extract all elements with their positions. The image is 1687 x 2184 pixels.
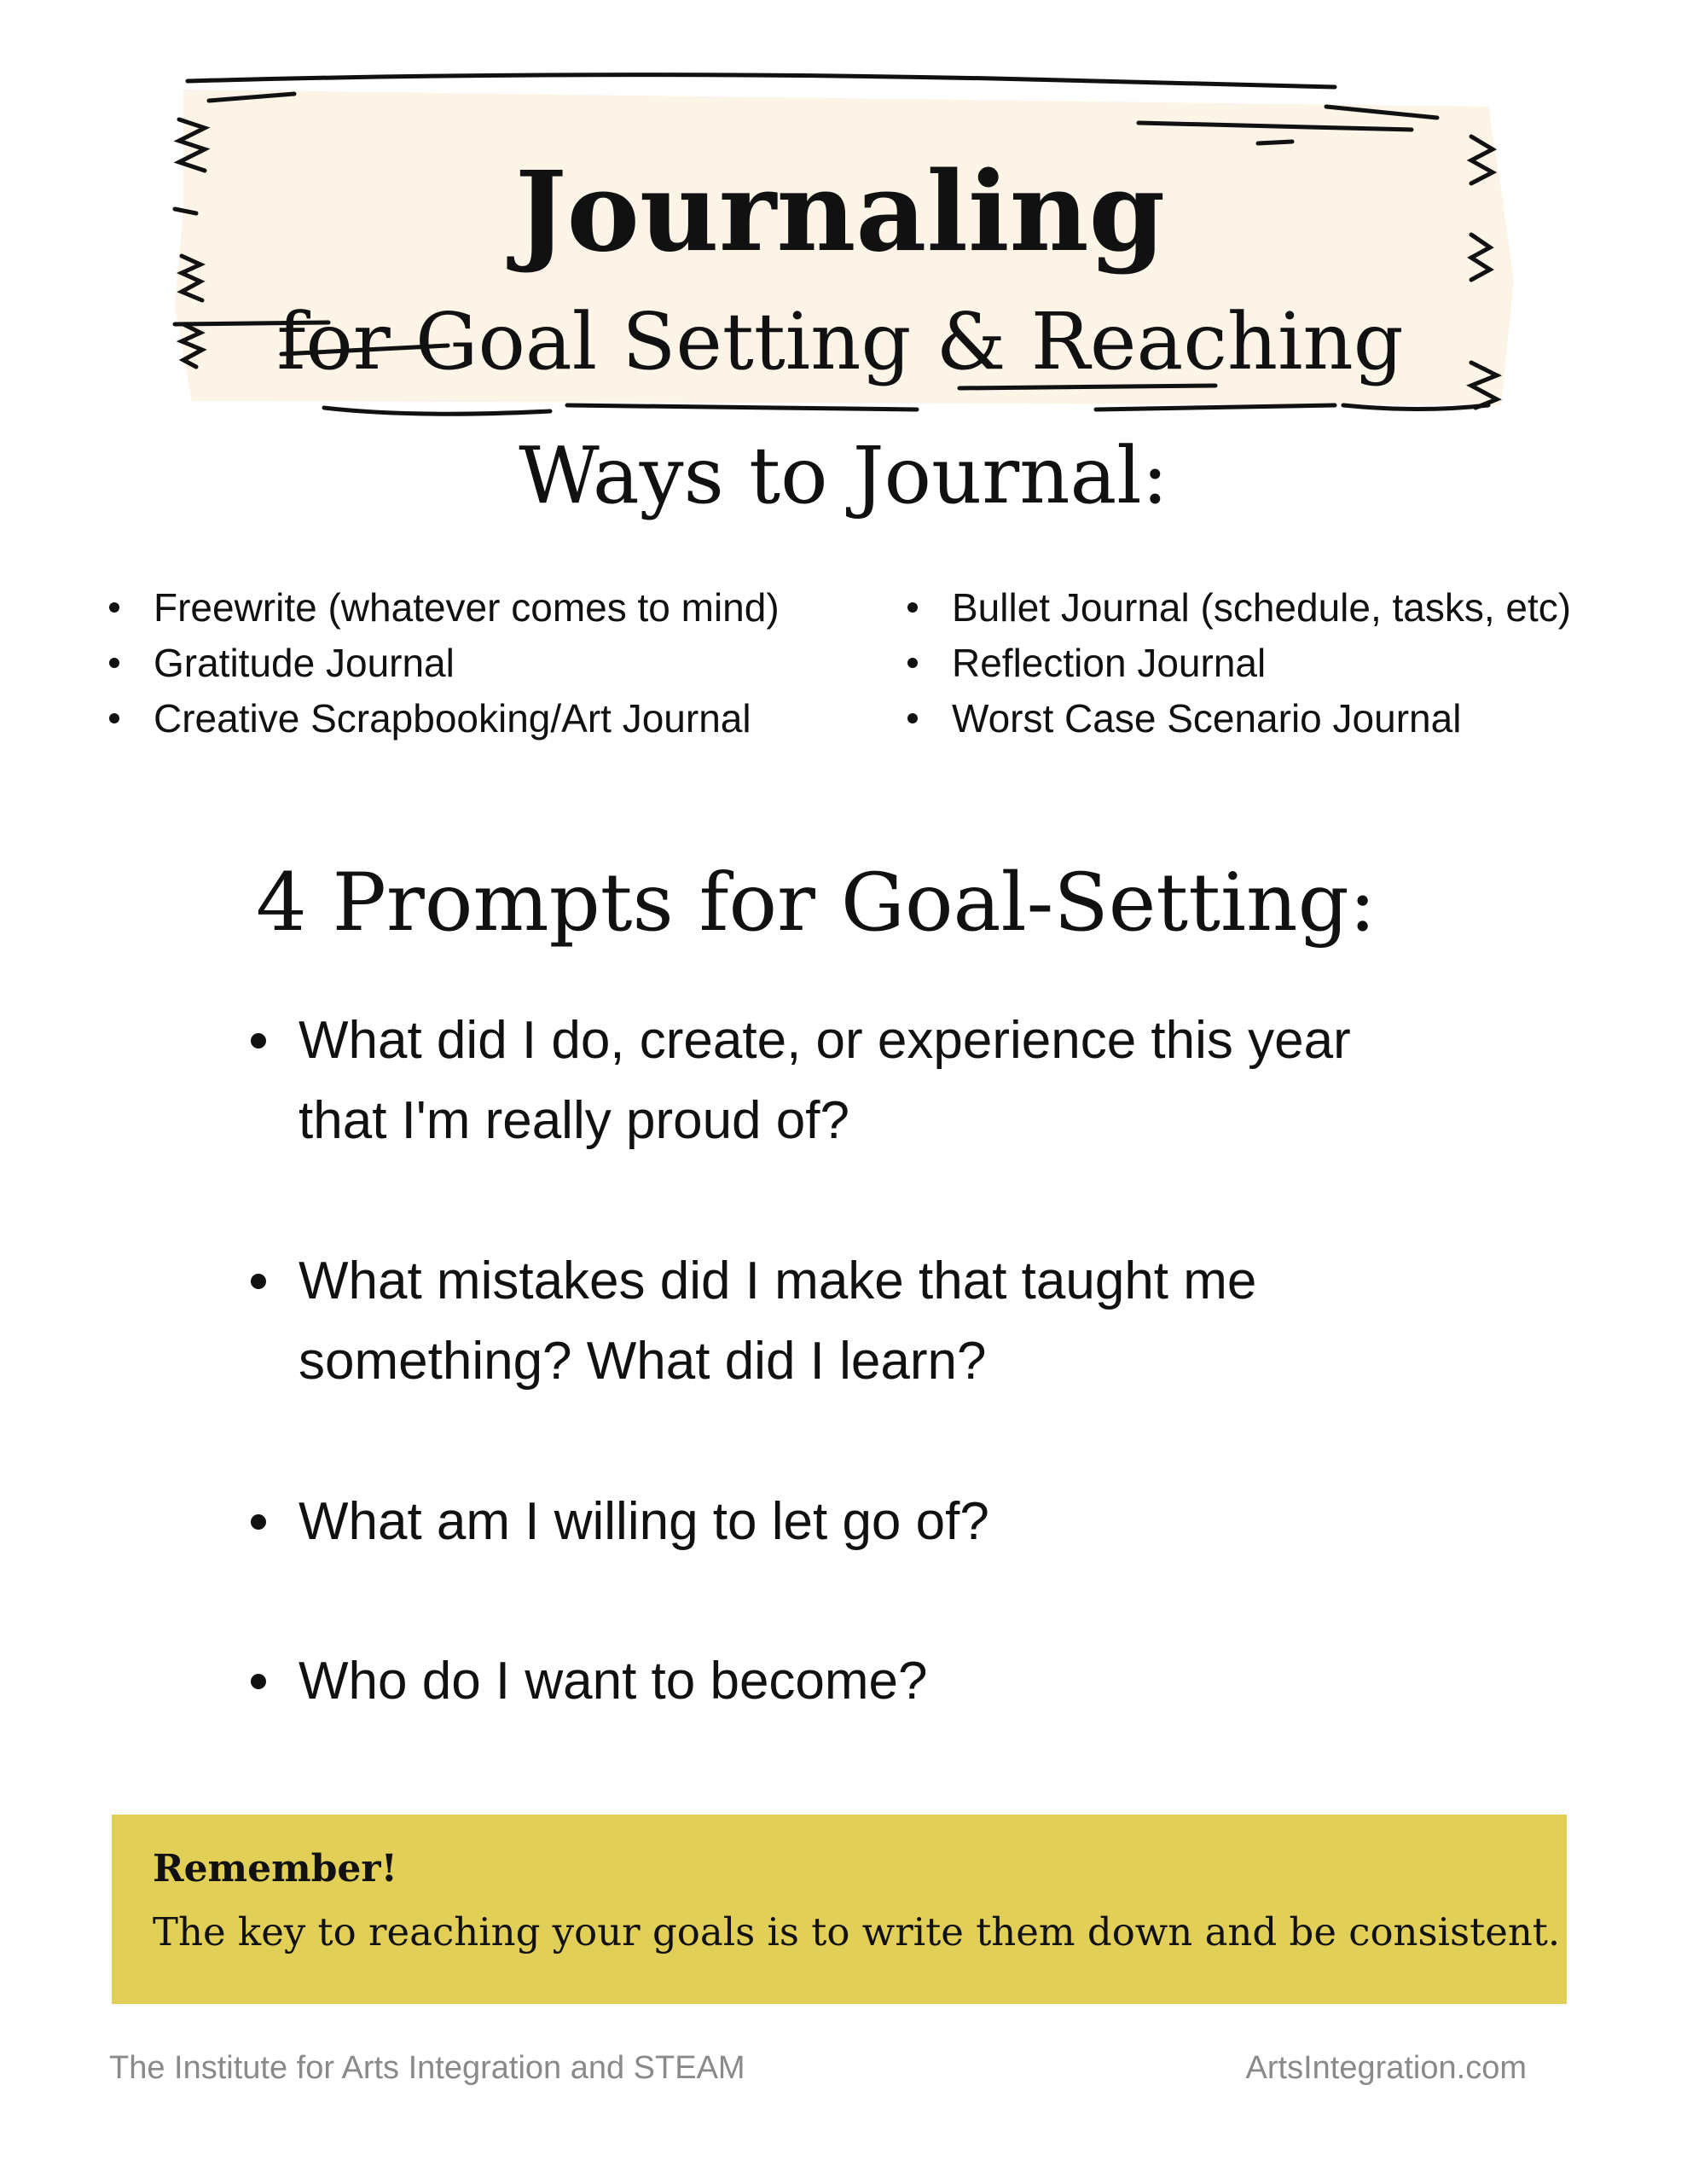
prompt-line: What did I do, create, or experience this year [299, 1011, 1351, 1070]
prompt-line: something? What did I learn? [299, 1332, 987, 1391]
prompt-line: Who do I want to become? [299, 1652, 928, 1711]
prompts-heading: 4 Prompts for Goal-Setting: [256, 857, 1377, 950]
list-item: Freewrite (whatever comes to mind) [109, 580, 780, 636]
prompt-line: that I'm really proud of? [299, 1091, 849, 1150]
footer-organization: The Institute for Arts Integration and STEAM [109, 2050, 745, 2086]
list-item: Worst Case Scenario Journal [907, 691, 1571, 746]
list-item: Reflection Journal [907, 636, 1571, 691]
remember-title: Remember! [153, 1847, 397, 1891]
list-item: Bullet Journal (schedule, tasks, etc) [907, 580, 1571, 636]
page-subtitle: for Goal Setting & Reaching [276, 296, 1404, 387]
prompt-item [299, 1641, 1493, 1722]
bullet-dot-icon [251, 1274, 266, 1289]
ways-list-right [907, 580, 1571, 746]
bullet-dot-icon [251, 1514, 266, 1530]
prompt-line: What mistakes did I make that taught me [299, 1252, 1257, 1310]
ways-list-left [109, 580, 780, 746]
remember-text: The key to reaching your goals is to write them down and be consistent. [153, 1909, 1561, 1955]
prompt-item [299, 1001, 1493, 1161]
list-item: Creative Scrapbooking/Art Journal [109, 691, 780, 746]
footer-website: ArtsIntegration.com [1245, 2050, 1527, 2086]
bullet-dot-icon [251, 1674, 266, 1689]
prompt-line: What am I willing to let go of? [299, 1492, 989, 1551]
page-title: Journaling [514, 148, 1166, 276]
remember-callout [112, 1815, 1567, 2004]
list-item: Gratitude Journal [109, 636, 780, 691]
prompt-item [299, 1482, 1493, 1562]
bullet-dot-icon [251, 1033, 266, 1048]
title-banner [158, 68, 1522, 418]
prompt-item [299, 1241, 1493, 1402]
ways-heading: Ways to Journal: [519, 430, 1168, 521]
